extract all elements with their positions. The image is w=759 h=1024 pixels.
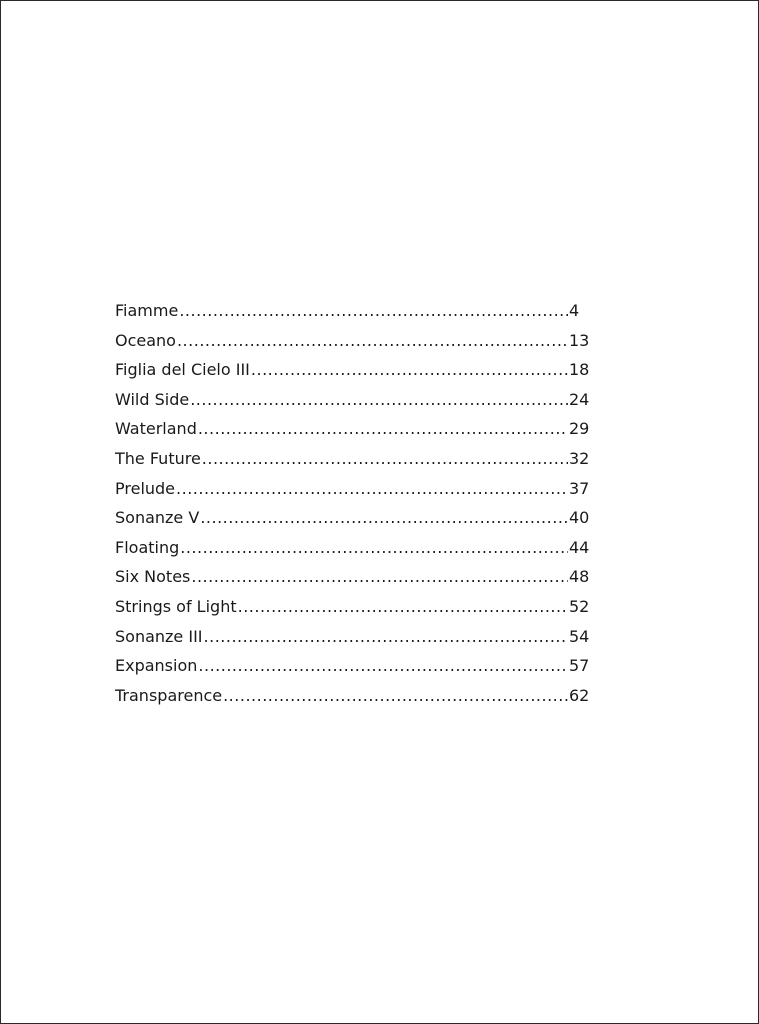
toc-entry-page: 13 [569,330,590,350]
toc-entry-title: Prelude [115,478,176,498]
toc-entry-title: Transparence [115,685,223,705]
toc-entry [115,686,591,716]
toc-entry-page: 29 [569,419,590,439]
toc-entry-title: Wild Side [115,389,190,409]
toc-entry-page: 40 [569,508,590,528]
toc-entry [115,508,591,538]
toc-entry-page: 4 [569,301,580,320]
toc-entry [115,449,591,479]
toc-entry-title: Six Notes [115,567,191,587]
toc-entry [115,360,591,390]
toc-entry [115,301,591,331]
toc-entry-title: Sonanze III [115,626,203,646]
dot-leader [190,390,568,409]
toc-entry-title: Expansion [115,656,198,676]
dot-leader [200,508,568,527]
toc-entry-page: 48 [569,567,590,587]
toc-entry-page: 37 [569,478,590,498]
toc-entry-title: Floating [115,537,180,557]
toc-entry-title: Sonanze V [115,508,200,528]
toc-entry-title: Oceano [115,330,176,350]
toc-entry-title: Fiamme [115,301,179,320]
toc-entry-page: 18 [569,360,590,380]
toc-entry [115,390,591,420]
dot-leader [251,360,568,379]
toc-entry-page: 62 [569,685,590,705]
dot-leader [198,656,568,675]
toc-entry [115,597,591,627]
toc-entry-page: 32 [569,448,590,468]
dot-leader [177,331,568,350]
dot-leader [191,567,568,586]
toc-entry [115,538,591,568]
toc-entry-page: 57 [569,656,590,676]
toc-entry-title: Figlia del Cielo III [115,360,250,380]
dot-leader [179,301,568,320]
toc-entry [115,419,591,449]
dot-leader [180,538,568,557]
toc-entry-page: 24 [569,389,590,409]
toc-entry [115,567,591,597]
dot-leader [238,597,568,616]
dot-leader [204,627,568,646]
dot-leader [176,479,568,498]
toc-entry-page: 44 [569,537,590,557]
toc-entry-title: The Future [115,448,201,468]
dot-leader [202,449,568,468]
dot-leader [223,686,568,705]
toc-entry-page: 52 [569,596,590,616]
toc-entry [115,479,591,509]
toc-entry-title: Strings of Light [115,596,237,616]
toc-entry-title: Waterland [115,419,197,439]
toc-entry [115,656,591,686]
toc-entry-page: 54 [569,626,590,646]
dot-leader [198,419,568,438]
toc-entry [115,627,591,657]
table-of-contents [115,301,591,715]
toc-entry [115,331,591,361]
